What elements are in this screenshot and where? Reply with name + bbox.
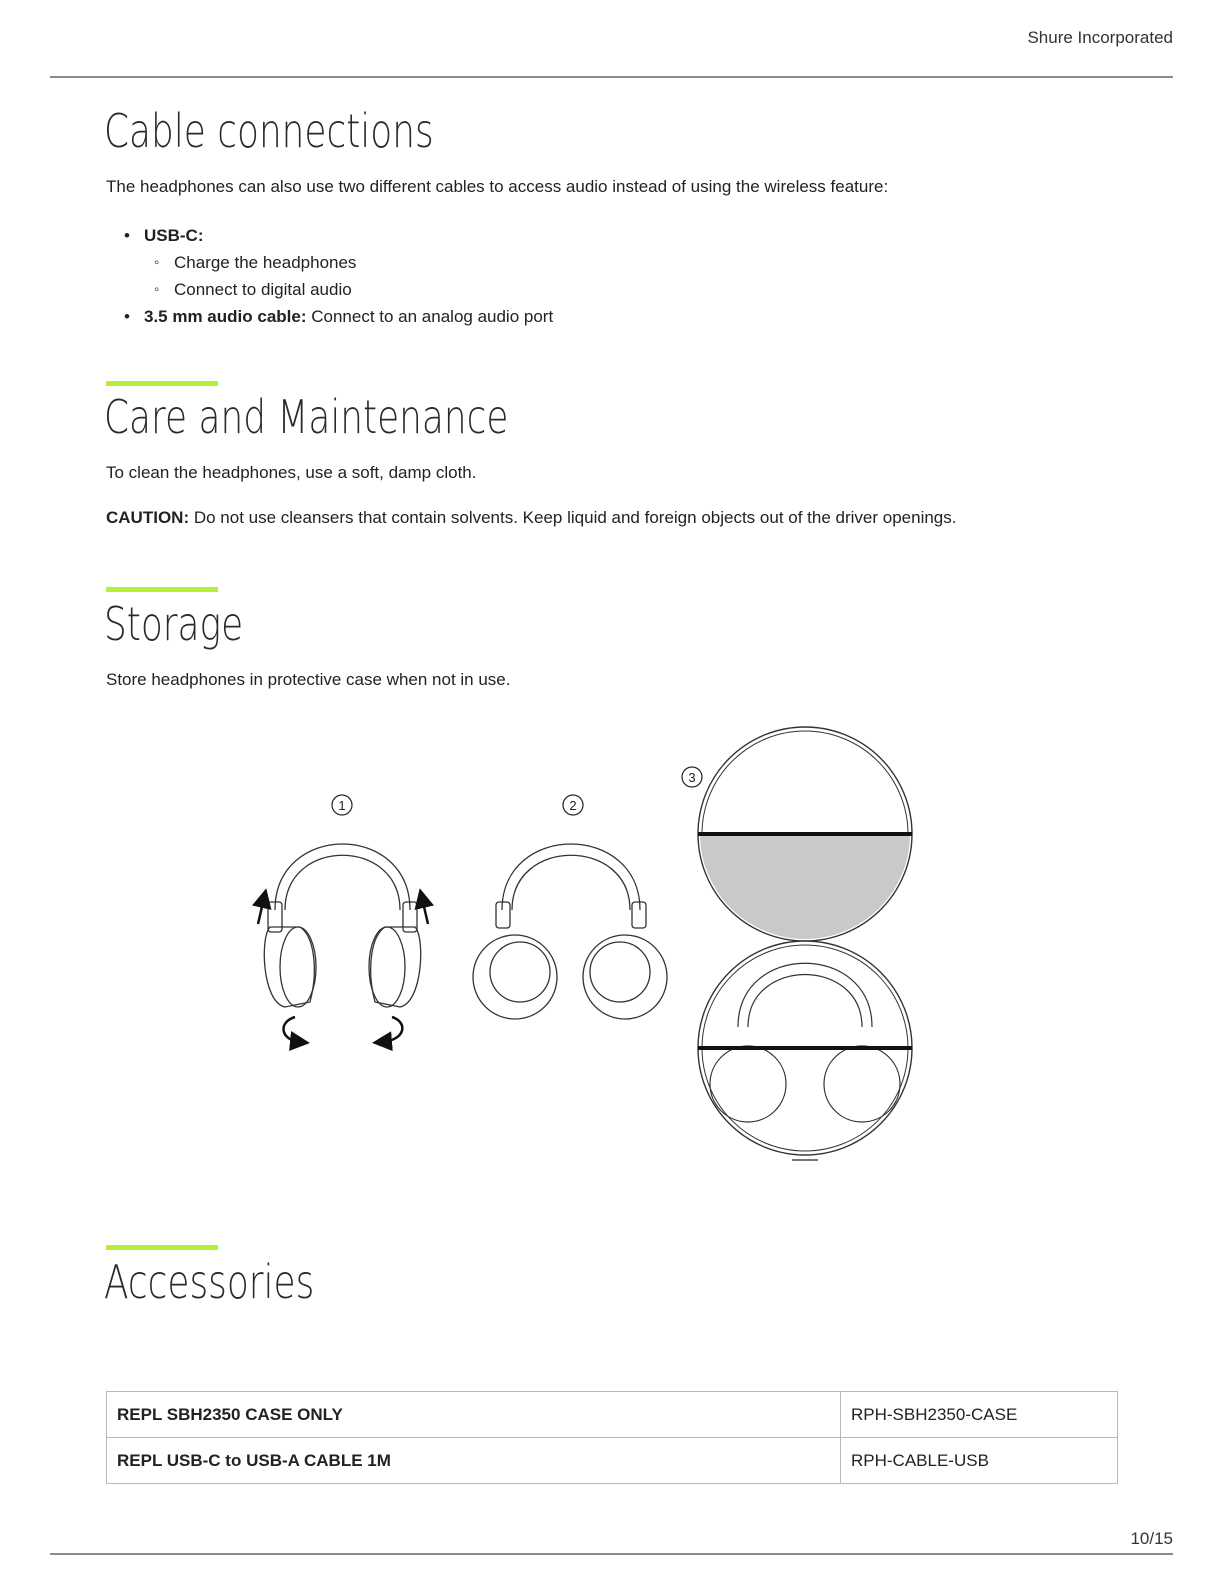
header-company: Shure Incorporated (1027, 28, 1173, 47)
table-row (107, 1392, 1118, 1438)
step-marker-1 (332, 795, 352, 815)
page-number: 10/15 (1130, 1529, 1173, 1548)
usb-item-charge: ◦ Charge the headphones (144, 249, 553, 276)
section-title-storage: Storage (104, 597, 244, 651)
step-marker-3 (682, 767, 702, 787)
step-label-3: 3 (688, 770, 696, 785)
usb-label: USB-C: (144, 226, 204, 245)
aux-text: Connect to an analog audio port (306, 307, 554, 326)
accent-bar-care (106, 381, 218, 386)
cable-intro: The headphones can also use two different cables to access audio instead of using the wireless feature: (106, 177, 889, 196)
accessory-part-number: RPH-SBH2350-CASE (841, 1392, 1118, 1438)
storage-text: Store headphones in protective case when not in use. (106, 670, 511, 689)
section-title-cable: Cable connections (104, 104, 434, 158)
accessory-name: REPL USB-C to USB-A CABLE 1M (107, 1438, 841, 1484)
section-title-care: Care and Maintenance (104, 390, 509, 444)
usb-item-digital: ◦ Connect to digital audio (144, 276, 553, 303)
accent-bar-storage (106, 587, 218, 592)
accessories-table (106, 1391, 1118, 1484)
accent-bar-accessories (106, 1245, 218, 1250)
accessory-name: REPL SBH2350 CASE ONLY (107, 1392, 841, 1438)
headphones-folded (473, 844, 667, 1019)
caution-text: Do not use cleansers that contain solvents. Keep liquid and foreign objects out of the driver openings. (189, 508, 957, 527)
aux-label: 3.5 mm audio cable: (144, 307, 307, 326)
caution-note (106, 508, 956, 528)
storage-illustration (240, 722, 940, 1178)
usb-sublist (144, 249, 553, 303)
step-label-2: 2 (569, 798, 577, 813)
arrow-up-left-icon (258, 898, 264, 924)
accessory-part-number: RPH-CABLE-USB (841, 1438, 1118, 1484)
headphones-unfolded (264, 844, 420, 1007)
list-item-aux (106, 303, 553, 330)
header-rule (50, 76, 1173, 78)
table-row (107, 1438, 1118, 1484)
arrow-up-right-icon (422, 898, 428, 924)
step-marker-2 (563, 795, 583, 815)
storage-case (698, 727, 912, 1160)
cable-list (106, 222, 553, 330)
rotate-left-icon (284, 1017, 300, 1042)
step-label-1: 1 (338, 798, 346, 813)
care-text: To clean the headphones, use a soft, damp cloth. (106, 463, 477, 482)
caution-label: CAUTION: (106, 508, 190, 527)
section-title-accessories: Accessories (104, 1255, 315, 1309)
footer-rule (50, 1553, 1173, 1555)
list-item-usb (106, 222, 553, 303)
rotate-right-icon (382, 1017, 402, 1042)
